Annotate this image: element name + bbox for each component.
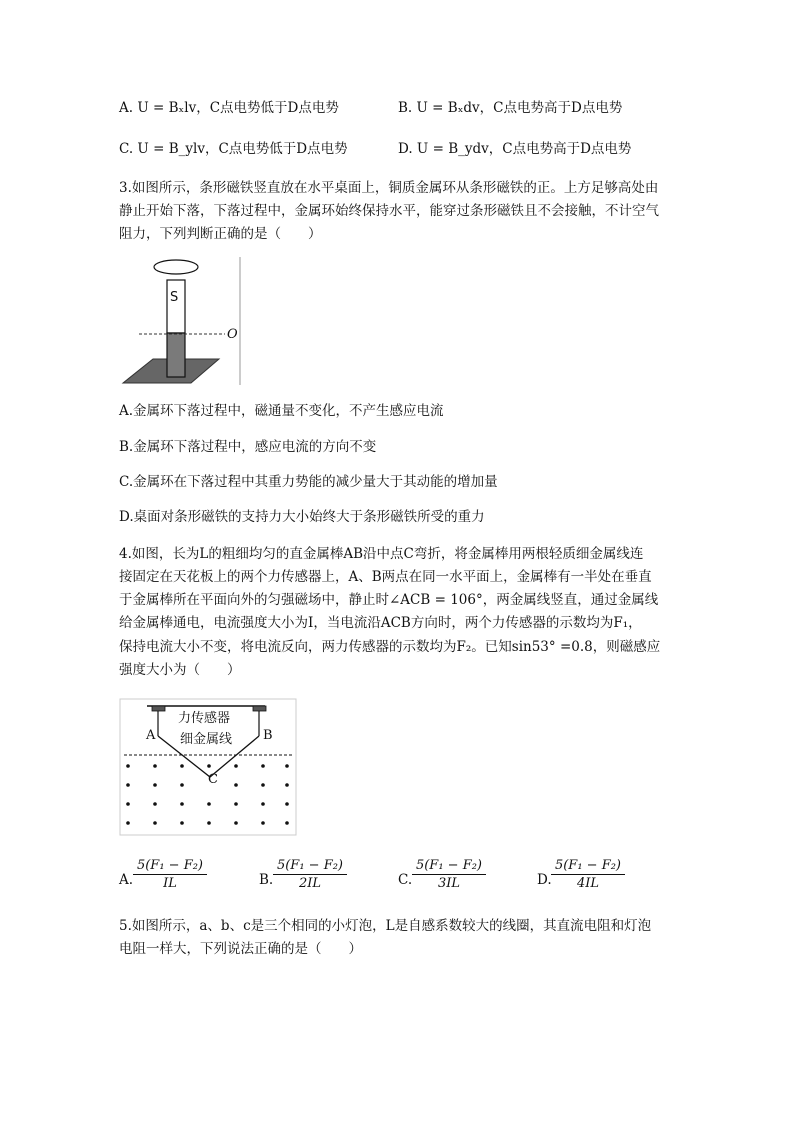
q4-option-d-label: D. — [537, 872, 552, 888]
q2-option-b: B. U = Bₓdv，C点电势高于D点电势 — [398, 100, 623, 116]
q3-stem-line: 静止开始下落，下落过程中，金属环始终保持水平，能穿过条形磁铁且不会接触，不计空气 — [119, 203, 659, 219]
point-a-label: A — [146, 728, 156, 743]
q4-option-d-fraction — [551, 858, 625, 891]
q4-stem-line: 保持电流大小不变，将电流反向，两力传感器的示数均为F₂。已知sin53° =0.8，则磁感应 — [119, 639, 661, 655]
numerator: 5(F₁ − F₂) — [412, 858, 486, 875]
q4-option-c-label: C. — [398, 872, 413, 888]
numerator: 5(F₁ − F₂) — [551, 858, 625, 875]
q4-stem-line: 于金属棒所在平面向外的匀强磁场中，静止时∠ACB = 106°，两金属线竖直，通过金属线 — [119, 592, 659, 608]
q4-sensor-figure — [119, 698, 299, 838]
q4-option-b-label: B. — [259, 872, 274, 888]
numerator: 5(F₁ − F₂) — [133, 858, 207, 875]
q4-stem-line: 4.如图，长为L的粗细均匀的直金属棒AB沿中点C弯折，将金属棒用两根轻质细金属线连 — [119, 546, 644, 562]
q4-stem-line: 强度大小为（ ） — [119, 662, 241, 678]
q4-option-a-fraction — [133, 858, 207, 891]
q4-option-b-fraction — [273, 858, 347, 891]
q5-stem-line: 电阻一样大，下列说法正确的是（ ） — [119, 941, 362, 957]
denominator: 2IL — [298, 876, 322, 891]
q4-option-c-fraction — [412, 858, 486, 891]
denominator: IL — [163, 876, 177, 891]
denominator: 4IL — [576, 876, 600, 891]
q3-option-a: A.金属环下落过程中，磁通量不变化，不产生感应电流 — [119, 403, 444, 419]
wire-label: 细金属线 — [179, 728, 233, 747]
q3-stem-line: 阻力，下列判断正确的是（ ） — [119, 226, 322, 242]
q2-option-d: D. U = B_ydv，C点电势高于D点电势 — [398, 141, 632, 157]
q2-option-c: C. U = B_ylv，C点电势低于D点电势 — [119, 141, 348, 157]
q2-option-a: A. U = Bₓlv，C点电势低于D点电势 — [119, 100, 339, 116]
point-b-label: B — [263, 728, 273, 743]
point-c-label: C — [208, 772, 218, 787]
q3-option-b: B.金属环下落过程中，感应电流的方向不变 — [119, 439, 377, 455]
q3-stem-line: 3.如图所示，条形磁铁竖直放在水平桌面上，铜质金属环从条形磁铁的正。上方足够高处由 — [119, 180, 659, 196]
q3-magnet-figure — [119, 255, 243, 387]
q4-option-a-label: A. — [119, 872, 134, 888]
q4-stem-line: 给金属棒通电，电流强度大小为I，当电流沿ACB方向时，两个力传感器的示数均为F₁， — [119, 615, 642, 631]
q4-stem-line: 接固定在天花板上的两个力传感器上，A、B两点在同一水平面上，金属棒有一半处在垂直 — [119, 569, 652, 585]
q3-option-c: C.金属环在下落过程中其重力势能的减少量大于其动能的增加量 — [119, 474, 498, 490]
sensor-label: 力传感器 — [177, 707, 231, 726]
q5-stem-line: 5.如图所示，a、b、c是三个相同的小灯泡，L是自感系数较大的线圈，其直流电阻和灯泡 — [119, 918, 652, 934]
magnet-pole-label: S — [170, 290, 179, 305]
numerator: 5(F₁ − F₂) — [273, 858, 347, 875]
denominator: 3IL — [437, 876, 461, 891]
q3-option-d: D.桌面对条形磁铁的支持力大小始终大于条形磁铁所受的重力 — [119, 509, 485, 525]
axis-label-o: O — [227, 327, 238, 342]
